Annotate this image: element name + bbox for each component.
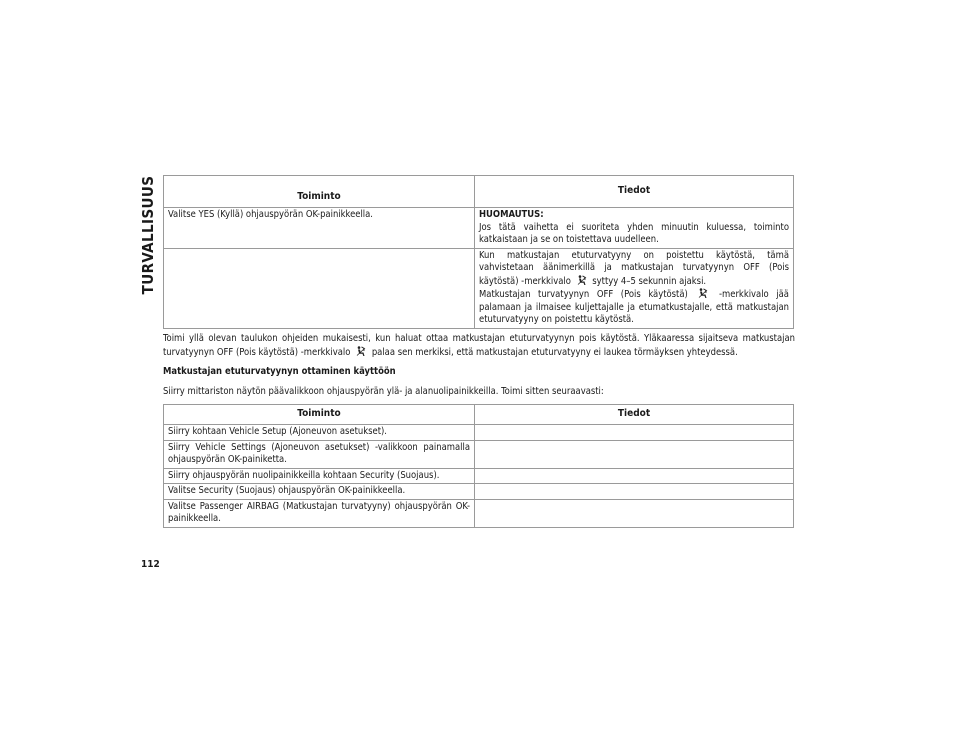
note-text: Jos tätä vaihetta ei suoriteta yhden minuutin kuluessa, toiminto katkaistaan ja se on toistettava uudelleen. [479,221,789,245]
action-cell: Valitse YES (Kyllä) ohjauspyörän OK-painikkeella. [164,208,475,249]
paragraph: Siirry mittariston näytön päävalikkoon ohjauspyörän ylä- ja alanuolipainikkeilla. Toimi sitten seuraavasti: [163,386,604,397]
info-cell [475,468,794,484]
info-text: Matkustajan turvatyynyn OFF (Pois käytöstä) [479,289,688,300]
table-header-row [164,176,794,208]
action-cell: Siirry Vehicle Settings (Ajoneuvon asetukset) -valikkoon painamalla ohjauspyörän OK-painiketta. [164,440,475,468]
paragraph-text: Toimi yllä olevan taulukon ohjeiden mukaisesti, kun haluat ottaa matkustajan etuturvatyynyn pois käytöstä. Yläkaaressa sijaitseva matkustajan turvatyynyn OFF (Pois käytöstä) -merkkivalo [163,333,795,358]
airbag-disable-table [163,175,794,329]
table-header-row [164,405,794,425]
action-cell: Siirry ohjauspyörän nuolipainikkeilla kohtaan Security (Suojaus). [164,468,475,484]
info-cell [475,425,794,441]
info-text: Kun matkustajan etuturvatyyny on poistettu käytöstä, tämä vahvistetaan äänimerkillä ja matkustajan turvatyynyn OFF (Pois käytöstä) -merkkivalo [479,249,789,287]
airbag-off-icon [356,346,366,357]
action-cell: Valitse Security (Suojaus) ohjauspyörän OK-painikkeella. [164,484,475,500]
info-cell [475,208,794,249]
table-row [164,248,794,328]
column-header-action: Toiminto [164,405,475,425]
section-tab-label: TURVALLISUUS [139,175,157,295]
airbag-enable-table [163,404,794,528]
airbag-off-icon [577,275,587,286]
table-row [164,468,794,484]
section-tab [137,175,159,295]
info-cell [475,484,794,500]
action-cell [164,248,475,328]
column-header-info: Tiedot [475,405,794,425]
subheading: Matkustajan etuturvatyynyn ottaminen käyttöön [163,366,396,377]
column-header-info: Tiedot [475,176,794,208]
info-cell [475,499,794,527]
table-row [164,440,794,468]
airbag-off-icon [698,288,708,299]
column-header-action: Toiminto [164,176,475,208]
action-cell: Valitse Passenger AIRBAG (Matkustajan turvatyyny) ohjauspyörän OK-painikkeella. [164,499,475,527]
action-cell: Siirry kohtaan Vehicle Setup (Ajoneuvon asetukset). [164,425,475,441]
table-row [164,425,794,441]
info-cell [475,248,794,328]
note-title: HUOMAUTUS: [479,209,544,220]
paragraph [163,332,795,359]
info-text: syttyy 4–5 sekunnin ajaksi. [592,275,707,287]
table-row [164,208,794,249]
table-row [164,484,794,500]
info-cell [475,440,794,468]
page-number: 112 [141,559,160,570]
table-row [164,499,794,527]
info-text: -merkkivalo jää palamaan ja ilmaisee kuljettajalle ja etumatkustajalle, että matkustajan etuturvatyyny on poistettu käytöstä. [479,289,789,325]
paragraph-text: palaa sen merkiksi, että matkustajan etuturvatyyny ei laukea törmäyksen yhteydessä. [371,346,738,358]
